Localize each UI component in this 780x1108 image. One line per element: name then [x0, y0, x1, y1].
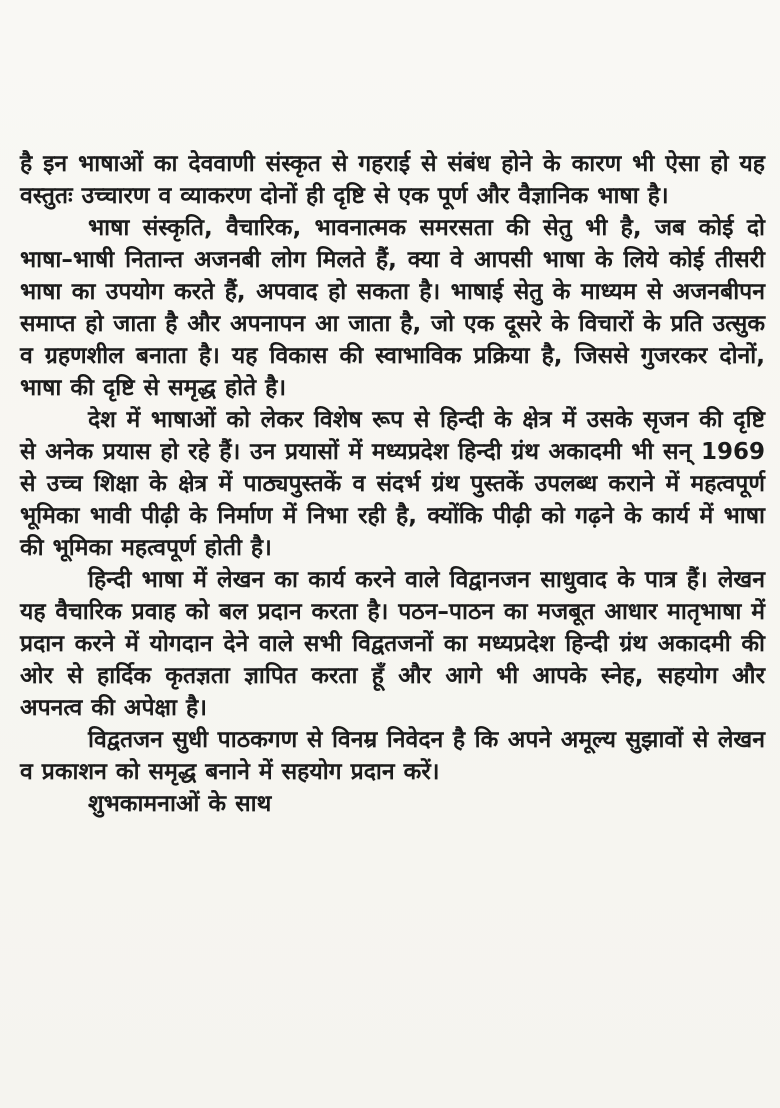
paragraph-gratitude: हिन्दी भाषा में लेखन का कार्य करने वाले विद्वानजन साधुवाद के पात्र हैं। लेखन यह वैचारिक प्रवाह को बल प्रदान करता है। पठन–पाठन का मजबूत आधार मातृभाषा में प्रदान करने में योगदान देने वाले सभी विद्वतजनों का मध्यप्रदेश हिन्दी ग्रंथ अकादमी की ओर से हार्दिक कृतज्ञता ज्ञापित करता हूँ और आगे भी आपके स्नेह, सहयोग और अपनत्व की अपेक्षा है। [20, 567, 765, 721]
document-body [20, 148, 765, 820]
paragraph-continuation: है इन भाषाओं का देववाणी संस्कृत से गहराई से संबंध होने के कारण भी ऐसा हो यह वस्तुतः उच्चारण व व्याकरण दोनों ही दृष्टि से एक पूर्ण और वैज्ञानिक भाषा है। [20, 151, 765, 209]
closing-line: शुभकामनाओं के साथ [88, 791, 272, 817]
paragraph-request: विद्वतजन सुधी पाठकगण से विनम्र निवेदन है कि अपने अमूल्य सुझावों से लेखन व प्रकाशन को समृद्ध बनाने में सहयोग प्रदान करें। [20, 727, 765, 785]
paragraph-academy-efforts: देश में भाषाओं को लेकर विशेष रूप से हिन्दी के क्षेत्र में उसके सृजन की दृष्टि से अनेक प्रयास हो रहे हैं। उन प्रयासों में मध्यप्रदेश हिन्दी ग्रंथ अकादमी भी सन् 1969 से उच्च शिक्षा के क्षेत्र में पाठ्यपुस्तकें व संदर्भ ग्रंथ पुस्तकें उपलब्ध कराने में महत्वपूर्ण भूमिका भावी पीढ़ी के निर्माण में निभा रही है, क्योंकि पीढ़ी को गढ़ने के कार्य में भाषा की भूमिका महत्वपूर्ण होती है। [20, 407, 765, 561]
paragraph-language-bridge: भाषा संस्कृति, वैचारिक, भावनात्मक समरसता की सेतु भी है, जब कोई दो भाषा–भाषी नितान्त अजनबी लोग मिलते हैं, क्या वे आपसी भाषा के लिये कोई तीसरी भाषा का उपयोग करते हैं, अपवाद हो सकता है। भाषाई सेतु के माध्यम से अजनबीपन समाप्त हो जाता है और अपनापन आ जाता है, जो एक दूसरे के विचारों के प्रति उत्सुक व ग्रहणशील बनाता है। यह विकास की स्वाभाविक प्रक्रिया है, जिससे गुजरकर दोनों, भाषा की दृष्टि से समृद्ध होते है। [20, 215, 765, 401]
